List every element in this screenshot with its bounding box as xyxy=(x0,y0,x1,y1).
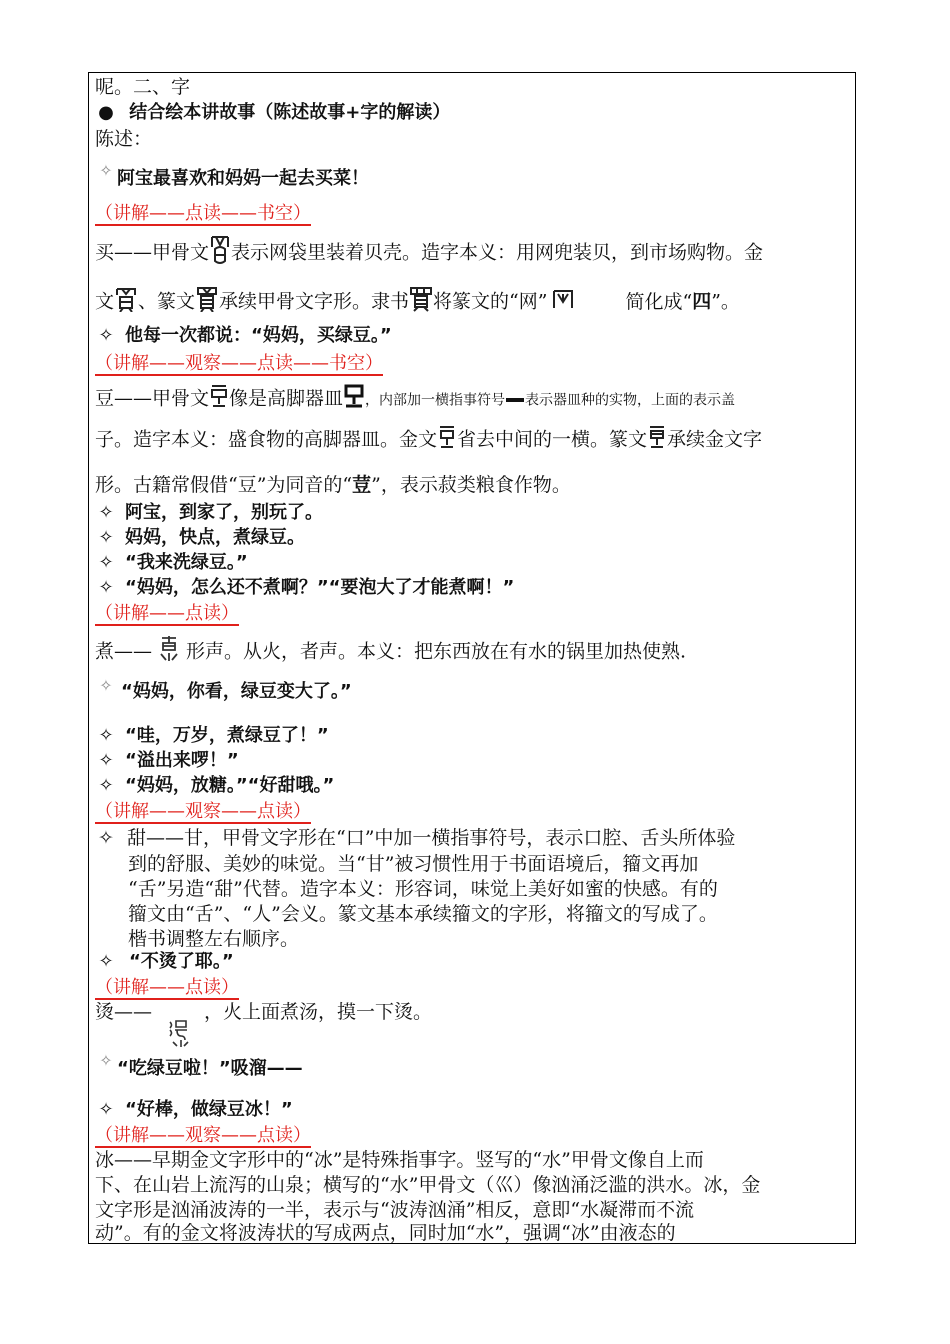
instruction-line: （讲解——点读——书空） xyxy=(95,203,311,224)
text-line: 动”。有的金文将波涛状的写成两点，同时加“水”，强调“冰”由液态的 xyxy=(95,1222,676,1244)
bronze-glyph-dou-icon xyxy=(437,425,457,456)
text-line: 冰——早期金文字形中的“冰”是特殊指事字。竖写的“水”甲骨文像自上而 xyxy=(95,1149,704,1171)
dialogue-line: ✧ “我来洗绿豆。” xyxy=(95,550,248,576)
sparkle-icon: ✧ xyxy=(99,161,113,180)
diamond-icon: ✧ xyxy=(98,951,114,972)
text-line: 到的舒服、美妙的味觉。当“甘”被习惯性用于书面语境后，籀文再加 xyxy=(128,853,699,875)
instruction-line: （讲解——点读） xyxy=(95,603,239,624)
diamond-icon: ✧ xyxy=(98,775,114,796)
sparkle-icon: ✧ xyxy=(99,1051,113,1070)
text-line: 子。造字本义：盛食物的高脚器皿。金文 省去中间的一横。篆文 承续金文字 xyxy=(95,425,762,456)
text-line: 豆——甲骨文 像是高脚器皿 ，内部加一横指事符号 表示器皿种的实物，上面的表示盖 xyxy=(95,383,735,416)
instruction-line: （讲解——观察——点读） xyxy=(95,801,311,822)
net-glyph-icon xyxy=(551,288,575,317)
dialogue-line: ✧ “吃绿豆啦！”吸溜—— xyxy=(95,1056,303,1082)
text-line: “舌”另造“甜”代替。造字本义：形容词，味觉上美好如蜜的快感。有的 xyxy=(128,878,718,900)
seal-glyph-tang-icon xyxy=(168,1018,190,1052)
dialogue-line: ✧ “溢出来啰！” xyxy=(95,748,239,774)
text-line: 煮—— 形声。从火，者声。本义：把东西放在有水的锅里加热使熟. xyxy=(95,635,686,670)
oracle-glyph-dou-icon xyxy=(209,384,229,415)
dialogue-line: ✧ “妈妈，放糖。”“好甜哦。” xyxy=(95,773,334,799)
oracle-glyph-dou-bold-icon xyxy=(343,383,365,416)
text-line: 籀文由“舌”、“人”会义。篆文基本承续籀文的字形，将籀文的写成了。 xyxy=(128,903,718,925)
sparkle-icon: ✧ xyxy=(99,676,113,695)
stroke-mark-icon xyxy=(505,387,525,413)
heading-line: ● 结合绘本讲故事（陈述故事+字的解读） xyxy=(95,100,450,126)
text-line: ✧ 甜——甘，甲骨文字形在“口”中加一横指事符号，表示口腔、舌头所体验 xyxy=(95,825,735,851)
seal-glyph-zhu-icon xyxy=(158,635,180,670)
diamond-icon: ✧ xyxy=(98,1099,114,1120)
dialogue-line: ✧ “哇，万岁，煮绿豆了！” xyxy=(95,723,329,749)
instruction-line: （讲解——观察——点读） xyxy=(95,1125,311,1146)
text-line: 陈述： xyxy=(95,128,153,150)
instruction-line: （讲解——点读） xyxy=(95,977,239,998)
dialogue-line: ✧ 妈妈，快点，煮绿豆。 xyxy=(95,525,305,551)
diamond-icon: ✧ xyxy=(98,750,114,771)
text-line: 呢。二、字 xyxy=(95,76,191,98)
text-line: 文 、篆文 承续甲骨文字形。隶书 将篆文的“网” 简化成“四”。 xyxy=(95,286,740,319)
instruction-line: （讲解——观察——点读——书空） xyxy=(95,353,383,374)
text-line: 烫—— ，火上面煮汤，摸一下烫。 xyxy=(95,1001,433,1023)
text-line: 买——甲骨文 表示网袋里装着贝壳。造字本义：用网兜装贝，到市场购物。金 xyxy=(95,235,763,272)
bronze-glyph-mai-icon xyxy=(114,286,138,319)
text-line: 下、在山岩上流泻的山泉；横写的“水”甲骨文（巛）像汹涌泛滥的洪水。冰，金 xyxy=(95,1174,761,1196)
text-line: 楷书调整左右顺序。 xyxy=(128,928,300,950)
clerical-glyph-mai-icon xyxy=(409,286,433,319)
diamond-icon: ✧ xyxy=(98,725,114,746)
diamond-icon: ✧ xyxy=(98,502,114,523)
dialogue-line: ✧ “不烫了耶。” xyxy=(95,949,234,975)
dialogue-line: ✧ 阿宝最喜欢和妈妈一起去买菜！ xyxy=(95,166,369,192)
oracle-glyph-mai-icon xyxy=(209,235,231,272)
diamond-icon: ✧ xyxy=(98,577,114,598)
diamond-icon: ✧ xyxy=(98,325,114,346)
bullet-icon: ● xyxy=(98,102,114,123)
diamond-icon: ✧ xyxy=(98,552,114,573)
text-line: 形。古籍常假借“豆”为同音的“荳”，表示菽类粮食作物。 xyxy=(95,474,571,496)
dialogue-line: ✧ “妈妈，怎么还不煮啊？”“要泡大了才能煮啊！” xyxy=(95,575,514,601)
dialogue-line: ✧ “好棒，做绿豆冰！” xyxy=(95,1097,293,1123)
dialogue-line: ✧ 阿宝，到家了，别玩了。 xyxy=(95,500,323,526)
text-line: 文字形是汹涌波涛的一半，表示与“波涛汹涌”相反，意即“水凝滞而不流 xyxy=(95,1199,695,1221)
dialogue-line: ✧ 他每一次都说：“妈妈，买绿豆。” xyxy=(95,323,392,349)
seal-glyph-mai-icon xyxy=(195,286,219,319)
diamond-icon: ✧ xyxy=(98,527,114,548)
dialogue-line: ✧ “妈妈，你看，绿豆变大了。” xyxy=(95,679,352,705)
seal-glyph-dou-icon xyxy=(647,425,667,456)
diamond-icon: ✧ xyxy=(98,827,114,849)
